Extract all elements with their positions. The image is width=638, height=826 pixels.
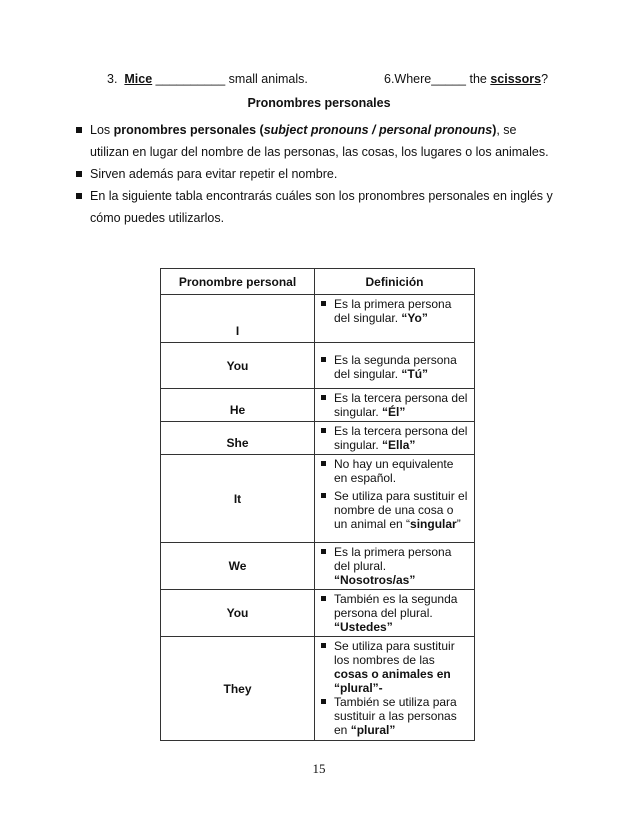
- bullet-item: [76, 185, 556, 229]
- table-row: [161, 343, 475, 389]
- pronoun-cell: She: [161, 422, 315, 455]
- definition-cell: [315, 422, 475, 455]
- definition-item: [319, 391, 470, 419]
- bullet-bold: pronombres personales (: [113, 123, 264, 137]
- square-bullet-icon: [321, 493, 326, 498]
- definition-cell: [315, 343, 475, 389]
- intro-bullets: [76, 119, 556, 229]
- definition-text: También es la segunda persona del plural.: [334, 592, 458, 620]
- definition-text: También se utiliza para sustituir a las personas en: [334, 695, 457, 737]
- page-number: 15: [312, 761, 326, 776]
- square-bullet-icon: [321, 596, 326, 601]
- pronoun-cell: They: [161, 637, 315, 741]
- bullet-bold-italic: subject pronouns / personal pronouns: [263, 123, 493, 137]
- definition-item: [319, 353, 470, 381]
- table-row: [161, 455, 475, 543]
- table-row: [161, 422, 475, 455]
- definition-cell: [315, 637, 475, 741]
- square-bullet-icon: [321, 549, 326, 554]
- square-bullet-icon: [321, 643, 326, 648]
- pronoun-cell: It: [161, 455, 315, 543]
- definition-item: [319, 424, 470, 452]
- definition-bold: cosas o animales en “plural”-: [334, 667, 451, 695]
- table-row: [161, 389, 475, 422]
- exercise-3-text: __________ small animals.: [152, 72, 308, 86]
- exercise-6-text: 6.Where_____ the: [384, 72, 491, 86]
- exercise-6-word: scissors: [490, 72, 542, 86]
- pronoun-cell: We: [161, 543, 315, 590]
- bullet-text: Los: [90, 123, 114, 137]
- pronoun-cell: You: [161, 343, 315, 389]
- column-header: Definición: [315, 269, 475, 295]
- table-row: [161, 543, 475, 590]
- exercise-6: [384, 72, 548, 86]
- exercise-6-end: ?: [541, 72, 549, 86]
- section-title: Pronombres personales: [247, 96, 391, 110]
- definition-text: Es la primera persona del plural.: [334, 545, 452, 573]
- definition-item: [319, 297, 470, 325]
- bullet-text: Sirven además para evitar repetir el nombre.: [90, 167, 338, 181]
- bullet-item: [76, 119, 556, 163]
- square-bullet-icon: [76, 193, 82, 199]
- definition-cell: [315, 295, 475, 343]
- definition-bold: “Tú”: [401, 367, 429, 381]
- square-bullet-icon: [76, 171, 82, 177]
- bullet-text: , se utilizan en lugar del nombre de las personas, las cosas, los lugares o los animales.: [90, 123, 549, 159]
- definition-text: Es la segunda persona del singular.: [334, 353, 457, 381]
- exercise-3-subject: Mice: [124, 72, 153, 86]
- definition-cell: [315, 543, 475, 590]
- definition-bold: “Él”: [382, 405, 406, 419]
- column-header: Pronombre personal: [161, 269, 315, 295]
- definition-bold: “Ella”: [382, 438, 416, 452]
- table-row: [161, 637, 475, 741]
- definition-cell: [315, 389, 475, 422]
- square-bullet-icon: [321, 357, 326, 362]
- pronouns-table: [160, 268, 475, 741]
- square-bullet-icon: [321, 301, 326, 306]
- square-bullet-icon: [321, 699, 326, 704]
- definition-item: [319, 639, 470, 695]
- definition-item: [319, 592, 470, 634]
- definition-cell: [315, 590, 475, 637]
- definition-item: [319, 545, 470, 587]
- definition-bold: “Yo”: [401, 311, 428, 325]
- table-row: [161, 590, 475, 637]
- bullet-item: [76, 163, 556, 185]
- definition-text: Se utiliza para sustituir el nombre de una cosa o un animal en “: [334, 489, 468, 531]
- definition-cell: [315, 455, 475, 543]
- definition-bold: “plural”: [350, 723, 396, 737]
- square-bullet-icon: [76, 127, 82, 133]
- definition-bold: singular: [410, 517, 457, 531]
- table-header-row: [161, 269, 475, 295]
- definition-text: Se utiliza para sustituir los nombres de las: [334, 639, 455, 667]
- exercise-3-number: 3.: [107, 72, 118, 86]
- table-row: [161, 295, 475, 343]
- square-bullet-icon: [321, 461, 326, 466]
- square-bullet-icon: [321, 428, 326, 433]
- definition-text: Es la tercera persona del singular.: [334, 391, 468, 419]
- square-bullet-icon: [321, 395, 326, 400]
- definition-text: Es la primera persona del singular.: [334, 297, 452, 325]
- definition-text: ”: [456, 517, 461, 531]
- pronoun-cell: He: [161, 389, 315, 422]
- definition-text: Es la tercera persona del singular.: [334, 424, 468, 452]
- definition-item: [319, 489, 470, 531]
- pronoun-cell: You: [161, 590, 315, 637]
- bullet-bold: ): [492, 123, 497, 137]
- pronoun-cell: I: [161, 295, 315, 343]
- definition-item: [319, 457, 470, 485]
- definition-bold: “Ustedes”: [334, 620, 393, 634]
- definition-bold: “Nosotros/as”: [334, 573, 416, 587]
- exercise-3: [107, 72, 308, 86]
- bullet-text: En la siguiente tabla encontrarás cuáles son los pronombres personales en inglés y cómo puedes utilizarlos.: [90, 189, 553, 225]
- definition-text: No hay un equivalente en español.: [334, 457, 454, 485]
- definition-item: [319, 695, 470, 737]
